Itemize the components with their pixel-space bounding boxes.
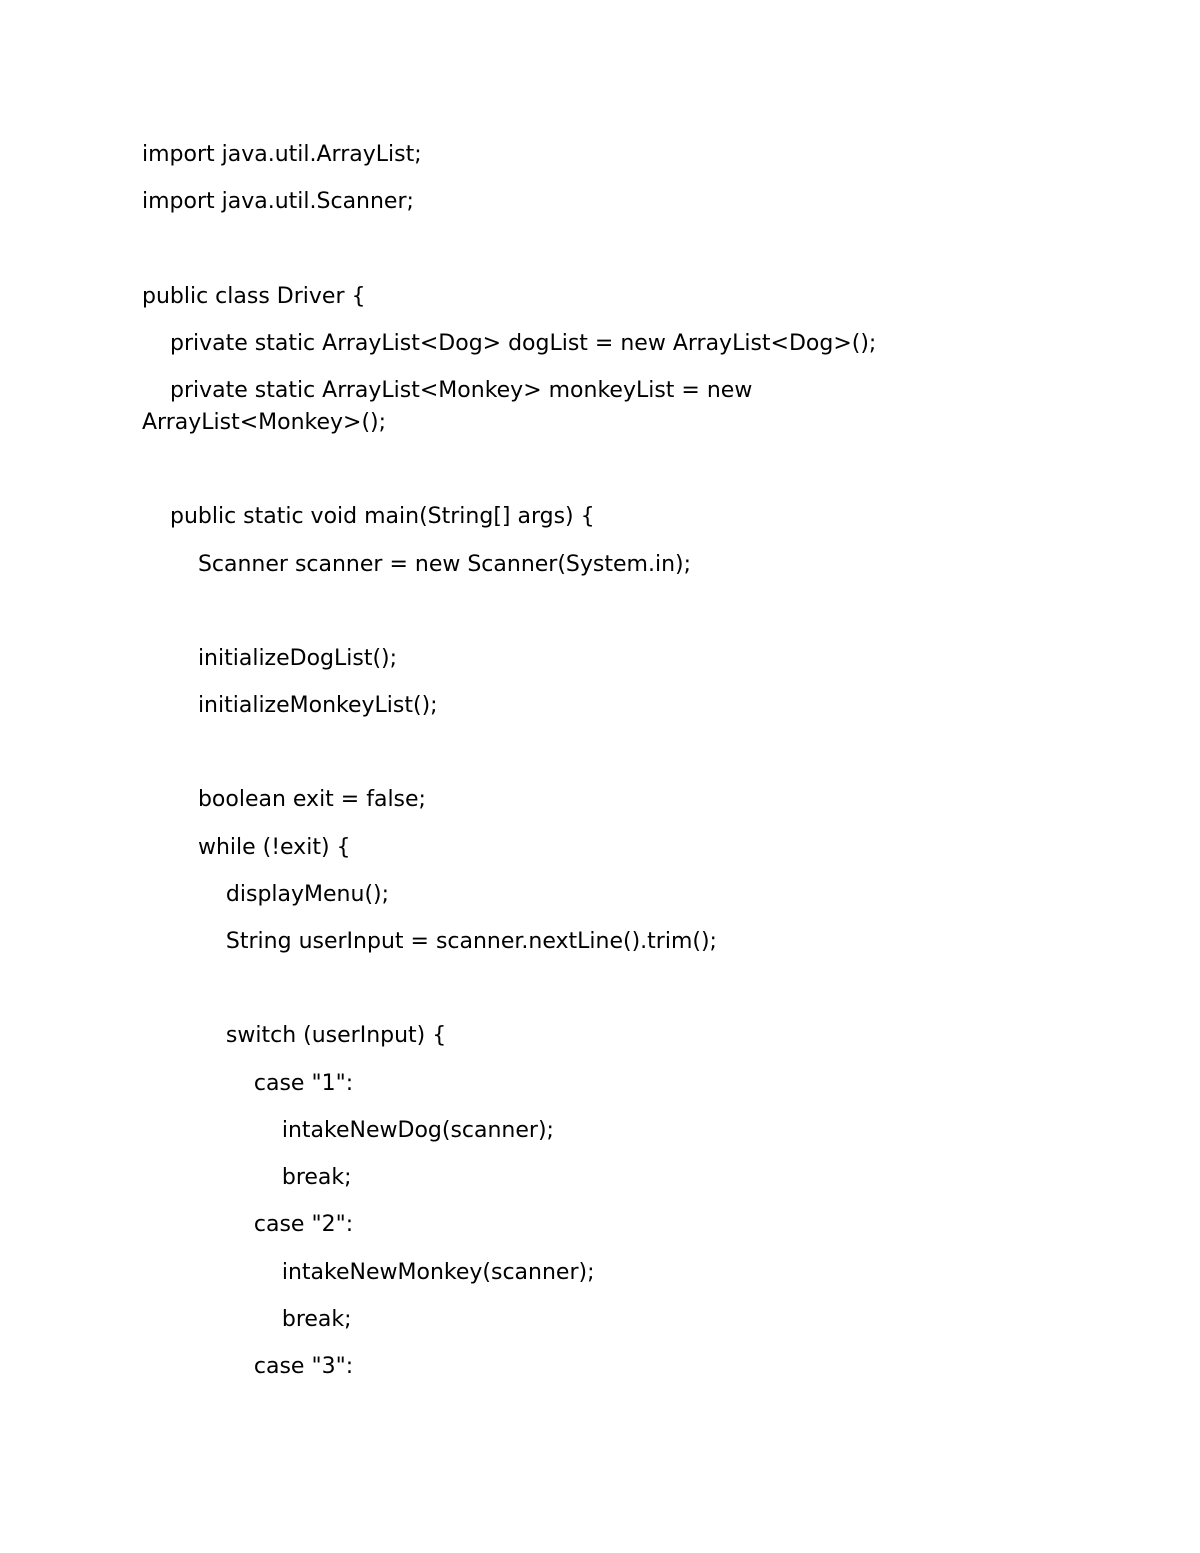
code-line-break-2: break; — [142, 1307, 352, 1332]
code-line-import-scanner: import java.util.Scanner; — [142, 189, 414, 214]
code-line-main-method: public static void main(String[] args) { — [142, 504, 595, 529]
code-line-case-1: case "1": — [142, 1071, 354, 1096]
code-line-user-input: String userInput = scanner.nextLine().trim(); — [142, 929, 717, 954]
code-line-exit-flag: boolean exit = false; — [142, 787, 426, 812]
code-line-monkeylist-field: private static ArrayList<Monkey> monkeyList = new ArrayList<Monkey>(); — [142, 378, 760, 435]
code-line-case-3: case "3": — [142, 1354, 354, 1379]
code-line-scanner-init: Scanner scanner = new Scanner(System.in); — [142, 552, 692, 577]
code-line-class-declaration: public class Driver { — [142, 284, 366, 309]
code-line-display-menu: displayMenu(); — [142, 882, 390, 907]
code-line-init-monkey-list: initializeMonkeyList(); — [142, 693, 438, 718]
code-line-doglist-field: private static ArrayList<Dog> dogList = new ArrayList<Dog>(); — [142, 331, 877, 356]
code-line-import-arraylist: import java.util.ArrayList; — [142, 142, 422, 167]
code-line-intake-monkey: intakeNewMonkey(scanner); — [142, 1260, 595, 1285]
code-line-switch: switch (userInput) { — [142, 1023, 447, 1048]
code-line-intake-dog: intakeNewDog(scanner); — [142, 1118, 554, 1143]
code-line-break-1: break; — [142, 1165, 352, 1190]
code-line-case-2: case "2": — [142, 1212, 354, 1237]
code-line-init-dog-list: initializeDogList(); — [142, 646, 398, 671]
code-line-while-loop: while (!exit) { — [142, 835, 351, 860]
